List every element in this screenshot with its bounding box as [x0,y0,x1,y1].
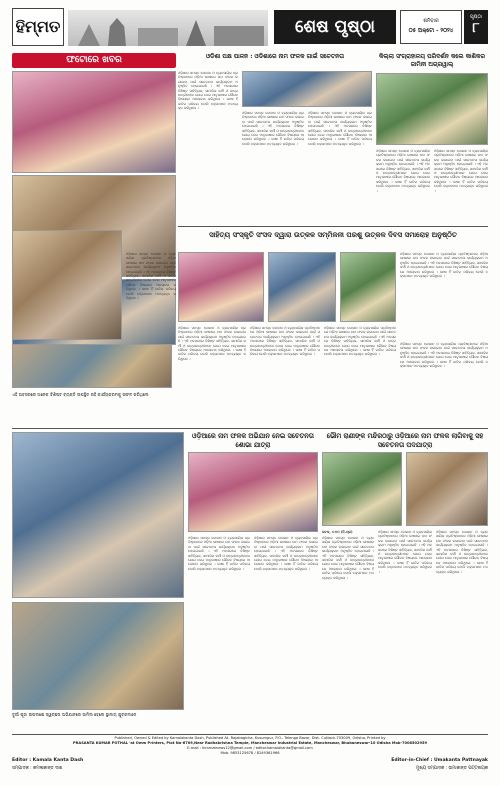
article-body: ଓଡ଼ିଶାର ସମସ୍ତ ଦୋକାନ ଓ ବ୍ୟବସାୟିକ ପ୍ରତିଷ୍ଠାନରେ ଓଡ଼ିଆ ଭାଷାରେ ନାମ ଫଳକ ଲଗାଇବା ପାଇଁ ସଚେତନତା କାର୍ଯ୍ୟକ୍ରମ ଅନୁଷ୍ଠିତ ହୋଇଯାଇଛି । ଏହି ଅବସରରେ ବିଶିଷ୍ଟ ସାହିତ୍ୟିକ, ସାମାଜିକ କର୍ମୀ ଓ ଛାତ୍ରଛାତ୍ରୀମାନେ ଯୋଗ ଦେଇ ମାତୃଭାଷାର ଗୌରବ ବିଷୟରେ ଆଲୋଚନା କରିଥିଲେ । ଭାଷା ହିଁ ଜାତିର ପରିଚୟ ବୋଲି ବକ୍ତାମାନେ ମତବ୍ୟକ୍ତ କରିଥିଲେ । [376,149,430,193]
news-photo [12,432,184,598]
masthead-skyline-image [68,10,268,46]
masthead-date: ୦୫ ଅକ୍ଟୋ - ୨୦୨୪ [408,28,454,34]
article-dateline: କଟକ, ୪।୧୦ (ନି.ପ୍ର) [322,530,353,534]
article-headline: ଓଡ଼ିଆରେ ନାମ ଫଳକ ଅଭିଯାନ ନେଇ ସଚେତନତା ଶୋଭା ଯାତ୍ରା [192,432,314,449]
article-headline: କିଲ୍ଲା ସଂଗ୍ରାହାଳୟ ପରିଦର୍ଶନ କଲେ କାଶିକର ଜାମିନୀ ଅଗ୍ରୱାଲ୍ [379,53,485,68]
photo-news-banner [12,53,176,68]
news-photo [12,71,176,173]
article-body: ଓଡ଼ିଶାର ସମସ୍ତ ଦୋକାନ ଓ ବ୍ୟବସାୟିକ ପ୍ରତିଷ୍ଠାନରେ ଓଡ଼ିଆ ଭାଷାରେ ନାମ ଫଳକ ଲଗାଇବା ପାଇଁ ସଚେତନତା କାର୍ଯ୍ୟକ୍ରମ ଅନୁଷ୍ଠିତ ହୋଇଯାଇଛି । ଏହି ଅବସରରେ ବିଶିଷ୍ଟ ସାହିତ୍ୟିକ, ସାମାଜିକ କର୍ମୀ ଓ ଛାତ୍ରଛାତ୍ରୀମାନେ ଯୋଗ ଦେଇ ମାତୃଭାଷାର ଗୌରବ ବିଷୟରେ ଆଲୋଚନା କରିଥିଲେ । ଭାଷା ହିଁ ଜାତିର ପରିଚୟ ବୋଲି ବକ୍ତାମାନେ ମତବ୍ୟକ୍ତ କରିଥିଲେ । [322,536,374,580]
article-photo [376,73,488,145]
article-museum-visit [376,53,488,223]
page-number-block [464,10,488,44]
article-body: ଓଡ଼ିଶାର ସମସ୍ତ ଦୋକାନ ଓ ବ୍ୟବସାୟିକ ପ୍ରତିଷ୍ଠାନରେ ଓଡ଼ିଆ ଭାଷାରେ ନାମ ଫଳକ ଲଗାଇବା ପାଇଁ ସଚେତନତା କାର୍ଯ୍ୟକ୍ରମ ଅନୁଷ୍ଠିତ ହୋଇଯାଇଛି । ଏହି ଅବସରରେ ବିଶିଷ୍ଟ ସାହିତ୍ୟିକ, ସାମାଜିକ କର୍ମୀ ଓ ଛାତ୍ରଛାତ୍ରୀମାନେ ଯୋଗ ଦେଇ ମାତୃଭାଷାର ଗୌରବ ବିଷୟରେ ଆଲୋଚନା କରିଥିଲେ । ଭାଷା ହିଁ ଜାତିର ପରିଚୟ ବୋଲି ବକ୍ତାମାନେ ମତବ୍ୟକ୍ତ କରିଥିଲେ । [436,530,488,574]
article-body: ଓଡ଼ିଶାର ସମସ୍ତ ଦୋକାନ ଓ ବ୍ୟବସାୟିକ ପ୍ରତିଷ୍ଠାନରେ ଓଡ଼ିଆ ଭାଷାରେ ନାମ ଫଳକ ଲଗାଇବା ପାଇଁ ସଚେତନତା କାର୍ଯ୍ୟକ୍ରମ ଅନୁଷ୍ଠିତ ହୋଇଯାଇଛି । ଏହି ଅବସରରେ ବିଶିଷ୍ଟ ସାହିତ୍ୟିକ, ସାମାଜିକ କର୍ମୀ ଓ ଛାତ୍ରଛାତ୍ରୀମାନେ ଯୋଗ ଦେଇ ମାତୃଭାଷାର ଗୌରବ ବିଷୟରେ ଆଲୋଚନା କରିଥିଲେ । ଭାଷା ହିଁ ଜାତିର ପରିଚୟ ବୋଲି ବକ୍ତାମାନେ ମତବ୍ୟକ୍ତ କରିଥିଲେ । [126,252,176,301]
article-photo [12,344,172,388]
article-photo [406,452,488,526]
article-utkal-divas [12,230,488,426]
article-photo [12,230,122,340]
article-photo [322,452,402,526]
date-block [400,10,462,44]
divider [12,428,488,429]
article-nameplate-rally [188,432,318,732]
article-body: ଓଡ଼ିଶାର ସମସ୍ତ ଦୋକାନ ଓ ବ୍ୟବସାୟିକ ପ୍ରତିଷ୍ଠାନରେ ଓଡ଼ିଆ ଭାଷାରେ ନାମ ଫଳକ ଲଗାଇବା ପାଇଁ ସଚେତନତା କାର୍ଯ୍ୟକ୍ରମ ଅନୁଷ୍ଠିତ ହୋଇଯାଇଛି । ଏହି ଅବସରରେ ବିଶିଷ୍ଟ ସାହିତ୍ୟିକ, ସାମାଜିକ କର୍ମୀ ଓ ଛାତ୍ରଛାତ୍ରୀମାନେ ଯୋଗ ଦେଇ ମାତୃଭାଷାର ଗୌରବ ବିଷୟରେ ଆଲୋଚନା କରିଥିଲେ । ଭାଷା ହିଁ ଜାତିର ପରିଚୟ ବୋଲି ବକ୍ତାମାନେ ମତବ୍ୟକ୍ତ କରିଥିଲେ । [308,111,372,146]
footer [12,736,488,782]
article-body: ଓଡ଼ିଶାର ସମସ୍ତ ଦୋକାନ ଓ ବ୍ୟବସାୟିକ ପ୍ରତିଷ୍ଠାନରେ ଓଡ଼ିଆ ଭାଷାରେ ନାମ ଫଳକ ଲଗାଇବା ପାଇଁ ସଚେତନତା କାର୍ଯ୍ୟକ୍ରମ ଅନୁଷ୍ଠିତ ହୋଇଯାଇଛି । ଏହି ଅବସରରେ ବିଶିଷ୍ଟ ସାହିତ୍ୟିକ, ସାମାଜିକ କର୍ମୀ ଓ ଛାତ୍ରଛାତ୍ରୀମାନେ ଯୋଗ ଦେଇ ମାତୃଭାଷାର ଗୌରବ ବିଷୟରେ ଆଲୋଚନା କରିଥିଲେ । ଭାଷା ହିଁ ଜାତିର ପରିଚୟ ବୋଲି ବକ୍ତାମାନେ ମତବ୍ୟକ୍ତ କରିଥିଲେ । [178,71,238,111]
section-title: ଶେଷ ପୃଷ୍ଠା [294,17,376,37]
news-photo [12,602,184,710]
divider [178,226,488,227]
article-odia-pakhya [178,53,372,223]
article-body: ଓଡ଼ିଶାର ସମସ୍ତ ଦୋକାନ ଓ ବ୍ୟବସାୟିକ ପ୍ରତିଷ୍ଠାନରେ ଓଡ଼ିଆ ଭାଷାରେ ନାମ ଫଳକ ଲଗାଇବା ପାଇଁ ସଚେତନତା କାର୍ଯ୍ୟକ୍ରମ ଅନୁଷ୍ଠିତ ହୋଇଯାଇଛି । ଏହି ଅବସରରେ ବିଶିଷ୍ଟ ସାହିତ୍ୟିକ, ସାମାଜିକ କର୍ମୀ ଓ ଛାତ୍ରଛାତ୍ରୀମାନେ ଯୋଗ ଦେଇ ମାତୃଭାଷାର ଗୌରବ ବିଷୟରେ ଆଲୋଚନା କରିଥିଲେ । ଭାଷା ହିଁ ଜାତିର ପରିଚୟ ବୋଲି ବକ୍ତାମାନେ ମତବ୍ୟକ୍ତ କରିଥିଲେ । [242,111,304,146]
article-photo [340,252,396,322]
divider [12,734,488,735]
photo-caption: ଦୁର୍ଗା ପୂଜା ଉପଲକ୍ଷେ ସ୍ୱଚ୍ଛତା ଅଭିଯାନରେ ସାମିଲ ହେଲେ ସ୍ଥାନୀୟ ଯୁବକମାନେ [12,712,137,717]
contact-phone: Mob. 9853125678 / 8249361966 [220,751,280,755]
page-number: ୮ [472,20,480,36]
photo-news-banner-text: ଫଟୋରେ ଖବର [66,55,122,65]
article-body: ଓଡ଼ିଶାର ସମସ୍ତ ଦୋକାନ ଓ ବ୍ୟବସାୟିକ ପ୍ରତିଷ୍ଠାନରେ ଓଡ଼ିଆ ଭାଷାରେ ନାମ ଫଳକ ଲଗାଇବା ପାଇଁ ସଚେତନତା କାର୍ଯ୍ୟକ୍ରମ ଅନୁଷ୍ଠିତ ହୋଇଯାଇଛି । ଏହି ଅବସରରେ ବିଶିଷ୍ଟ ସାହିତ୍ୟିକ, ସାମାଜିକ କର୍ମୀ ଓ ଛାତ୍ରଛାତ୍ରୀମାନେ ଯୋଗ ଦେଇ ମାତୃଭାଷାର ଗୌରବ ବିଷୟରେ ଆଲୋଚନା କରିଥିଲେ । ଭାଷା ହିଁ ଜାତିର ପରିଚୟ ବୋଲି ବକ୍ତାମାନେ ମତବ୍ୟକ୍ତ କରିଥିଲେ । [254,536,318,571]
article-body: ଓଡ଼ିଶାର ସମସ୍ତ ଦୋକାନ ଓ ବ୍ୟବସାୟିକ ପ୍ରତିଷ୍ଠାନରେ ଓଡ଼ିଆ ଭାଷାରେ ନାମ ଫଳକ ଲଗାଇବା ପାଇଁ ସଚେତନତା କାର୍ଯ୍ୟକ୍ରମ ଅନୁଷ୍ଠିତ ହୋଇଯାଇଛି । ଏହି ଅବସରରେ ବିଶିଷ୍ଟ ସାହିତ୍ୟିକ, ସାମାଜିକ କର୍ମୀ ଓ ଛାତ୍ରଛାତ୍ରୀମାନେ ଯୋଗ ଦେଇ ମାତୃଭାଷାର ଗୌରବ ବିଷୟରେ ଆଲୋଚନା କରିଥିଲେ । ଭାଷା ହିଁ ଜାତିର ପରିଚୟ ବୋଲି ବକ୍ତାମାନେ ମତବ୍ୟକ୍ତ କରିଥିଲେ । [178,326,246,361]
masthead [12,8,488,48]
article-photo [242,71,372,107]
article-photo [178,252,264,322]
editor-credit [12,758,162,771]
section-title-block [274,10,396,44]
editor-in-chief-name: Editor-in-Chief : Umakanta Pattnayak [391,758,488,763]
logo-text: ହିମ୍ମତ [15,17,61,36]
article-headline: ଭୌମ ରାଣୀଙ୍କ ମନ୍ଦିରଠାରୁ ଓଡ଼ିଆରେ ନାମ ଫଳକ ଲାଗିବାକୁ ସହ ସଚେତନତା ପଦଯାତ୍ରା [326,432,484,449]
page-label: ପୃଷ୍ଠା [470,14,482,20]
article-body: ଓଡ଼ିଶାର ସମସ୍ତ ଦୋକାନ ଓ ବ୍ୟବସାୟିକ ପ୍ରତିଷ୍ଠାନରେ ଓଡ଼ିଆ ଭାଷାରେ ନାମ ଫଳକ ଲଗାଇବା ପାଇଁ ସଚେତନତା କାର୍ଯ୍ୟକ୍ରମ ଅନୁଷ୍ଠିତ ହୋଇଯାଇଛି । ଏହି ଅବସରରେ ବିଶିଷ୍ଟ ସାହିତ୍ୟିକ, ସାମାଜିକ କର୍ମୀ ଓ ଛାତ୍ରଛାତ୍ରୀମାନେ ଯୋଗ ଦେଇ ମାତୃଭାଷାର ଗୌରବ ବିଷୟରେ ଆଲୋଚନା କରିଥିଲେ । ଭାଷା ହିଁ ଜାତିର ପରିଚୟ ବୋଲି ବକ୍ତାମାନେ ମତବ୍ୟକ୍ତ କରିଥିଲେ । [250,326,320,357]
article-headline: ଓଡିଶା ପକ୍ଷ ପାଳନ : ଓଡିଶାରେ ନାମ ଫଳକ ଗାଇଁ ସଚେତନତା [205,53,345,60]
editor-name-odia: ସମ୍ପାଦକ : କମଳାକାନ୍ତ ଦାଶ [12,766,63,771]
editor-name: Editor : Kamala Kanta Dash [12,758,84,763]
editor-in-chief-credit [338,758,488,771]
article-body: ଓଡ଼ିଶାର ସମସ୍ତ ଦୋକାନ ଓ ବ୍ୟବସାୟିକ ପ୍ରତିଷ୍ଠାନରେ ଓଡ଼ିଆ ଭାଷାରେ ନାମ ଫଳକ ଲଗାଇବା ପାଇଁ ସଚେତନତା କାର୍ଯ୍ୟକ୍ରମ ଅନୁଷ୍ଠିତ ହୋଇଯାଇଛି । ଏହି ଅବସରରେ ବିଶିଷ୍ଟ ସାହିତ୍ୟିକ, ସାମାଜିକ କର୍ମୀ ଓ ଛାତ୍ରଛାତ୍ରୀମାନେ ଯୋଗ ଦେଇ ମାତୃଭାଷାର ଗୌରବ ବିଷୟରେ ଆଲୋଚନା କରିଥିଲେ । ଭାଷା ହିଁ ଜାତିର ପରିଚୟ ବୋଲି ବକ୍ତାମାନେ ମତବ୍ୟକ୍ତ କରିଥିଲେ । [434,149,488,193]
bottom-left-photos [12,432,184,732]
masthead-logo [12,8,64,46]
imprint-line: Published, Owned & Edited by Kamalakanta Dash, Published At- Rajabagicha, Kusumpur, P.O.- Telenga Bazar, Dist- Cuttack-753009, Odisha, Printed by [114,736,386,740]
article-body: ଓଡ଼ିଶାର ସମସ୍ତ ଦୋକାନ ଓ ବ୍ୟବସାୟିକ ପ୍ରତିଷ୍ଠାନରେ ଓଡ଼ିଆ ଭାଷାରେ ନାମ ଫଳକ ଲଗାଇବା ପାଇଁ ସଚେତନତା କାର୍ଯ୍ୟକ୍ରମ ଅନୁଷ୍ଠିତ ହୋଇଯାଇଛି । ଏହି ଅବସରରେ ବିଶିଷ୍ଟ ସାହିତ୍ୟିକ, ସାମାଜିକ କର୍ମୀ ଓ ଛାତ୍ରଛାତ୍ରୀମାନେ ଯୋଗ ଦେଇ ମାତୃଭାଷାର ଗୌରବ ବିଷୟରେ ଆଲୋଚନା କରିଥିଲେ । ଭାଷା ହିଁ ଜାତିର ପରିଚୟ ବୋଲି ବକ୍ତାମାନେ ମତବ୍ୟକ୍ତ କରିଥିଲେ । [188,536,250,571]
photo-caption: ଏହି ଅବସରରେ ଅନେକ ବିଶିଷ୍ଟ ବ୍ୟକ୍ତି ଉପସ୍ଥିତ ରହି କାର୍ଯ୍ୟକ୍ରମକୁ ସଫଳ କରିଥିଲେ [12,392,149,397]
article-bhauma-rani [322,432,488,732]
imprint-line: PRASANTA KUMAR POTHAL 'at Omm Printers, Plot No-6709,Near Radhakrishna Temple, Mancheswar Industrial Estate, Mancheswar, Bhubaneswar-10 Odisha Mob-7008502959 [73,741,427,745]
article-body: ଓଡ଼ିଶାର ସମସ୍ତ ଦୋକାନ ଓ ବ୍ୟବସାୟିକ ପ୍ରତିଷ୍ଠାନରେ ଓଡ଼ିଆ ଭାଷାରେ ନାମ ଫଳକ ଲଗାଇବା ପାଇଁ ସଚେତନତା କାର୍ଯ୍ୟକ୍ରମ ଅନୁଷ୍ଠିତ ହୋଇଯାଇଛି । ଏହି ଅବସରରେ ବିଶିଷ୍ଟ ସାହିତ୍ୟିକ, ସାମାଜିକ କର୍ମୀ ଓ ଛାତ୍ରଛାତ୍ରୀମାନେ ଯୋଗ ଦେଇ ମାତୃଭାଷାର ଗୌରବ ବିଷୟରେ ଆଲୋଚନା କରିଥିଲେ । ଭାଷା ହିଁ ଜାତିର ପରିଚୟ ବୋଲି ବକ୍ତାମାନେ ମତବ୍ୟକ୍ତ କରିଥିଲେ । [400,252,488,279]
masthead-day: ଶନିବାର [423,18,439,24]
article-body: ଓଡ଼ିଶାର ସମସ୍ତ ଦୋକାନ ଓ ବ୍ୟବସାୟିକ ପ୍ରତିଷ୍ଠାନରେ ଓଡ଼ିଆ ଭାଷାରେ ନାମ ଫଳକ ଲଗାଇବା ପାଇଁ ସଚେତନତା କାର୍ଯ୍ୟକ୍ରମ ଅନୁଷ୍ଠିତ ହୋଇଯାଇଛି । ଏହି ଅବସରରେ ବିଶିଷ୍ଟ ସାହିତ୍ୟିକ, ସାମାଜିକ କର୍ମୀ ଓ ଛାତ୍ରଛାତ୍ରୀମାନେ ଯୋଗ ଦେଇ ମାତୃଭାଷାର ଗୌରବ ବିଷୟରେ ଆଲୋଚନା କରିଥିଲେ । ଭାଷା ହିଁ ଜାତିର ପରିଚୟ ବୋଲି ବକ୍ତାମାନେ ମତବ୍ୟକ୍ତ କରିଥିଲେ । [400,342,488,369]
article-headline: ସାହିତ୍ୟ ସଂସ୍କୃତି ସଂସଦ ଦ୍ୱାରା ଉତ୍କଳ ସମ୍ମିଳନୀ ପରଶୁ ଉତ୍କଳ ଦିବସ ସମାରୋହ ଅନୁଷ୍ଠିତ [209,230,457,239]
article-photo [268,252,336,322]
article-body: ଓଡ଼ିଶାର ସମସ୍ତ ଦୋକାନ ଓ ବ୍ୟବସାୟିକ ପ୍ରତିଷ୍ଠାନରେ ଓଡ଼ିଆ ଭାଷାରେ ନାମ ଫଳକ ଲଗାଇବା ପାଇଁ ସଚେତନତା କାର୍ଯ୍ୟକ୍ରମ ଅନୁଷ୍ଠିତ ହୋଇଯାଇଛି । ଏହି ଅବସରରେ ବିଶିଷ୍ଟ ସାହିତ୍ୟିକ, ସାମାଜିକ କର୍ମୀ ଓ ଛାତ୍ରଛାତ୍ରୀମାନେ ଯୋଗ ଦେଇ ମାତୃଭାଷାର ଗୌରବ ବିଷୟରେ ଆଲୋଚନା କରିଥିଲେ । ଭାଷା ହିଁ ଜାତିର ପରିଚୟ ବୋଲି ବକ୍ତାମାନେ ମତବ୍ୟକ୍ତ କରିଥିଲେ । [324,326,396,357]
editor-in-chief-name-odia: ମୁଖ୍ୟ ସମ୍ପାଦକ : ଉମାକାନ୍ତ ପଟ୍ଟନାୟକ [415,766,488,771]
contact-email: E-mail : himmatnews12@gmail.com / editor.kamalakanta@gmail.com [187,746,313,750]
article-photo [188,452,318,532]
article-body: ଓଡ଼ିଶାର ସମସ୍ତ ଦୋକାନ ଓ ବ୍ୟବସାୟିକ ପ୍ରତିଷ୍ଠାନରେ ଓଡ଼ିଆ ଭାଷାରେ ନାମ ଫଳକ ଲଗାଇବା ପାଇଁ ସଚେତନତା କାର୍ଯ୍ୟକ୍ରମ ଅନୁଷ୍ଠିତ ହୋଇଯାଇଛି । ଏହି ଅବସରରେ ବିଶିଷ୍ଟ ସାହିତ୍ୟିକ, ସାମାଜିକ କର୍ମୀ ଓ ଛାତ୍ରଛାତ୍ରୀମାନେ ଯୋଗ ଦେଇ ମାତୃଭାଷାର ଗୌରବ ବିଷୟରେ ଆଲୋଚନା କରିଥିଲେ । ଭାଷା ହିଁ ଜାତିର ପରିଚୟ ବୋଲି ବକ୍ତାମାନେ ମତବ୍ୟକ୍ତ କରିଥିଲେ । [378,530,432,574]
